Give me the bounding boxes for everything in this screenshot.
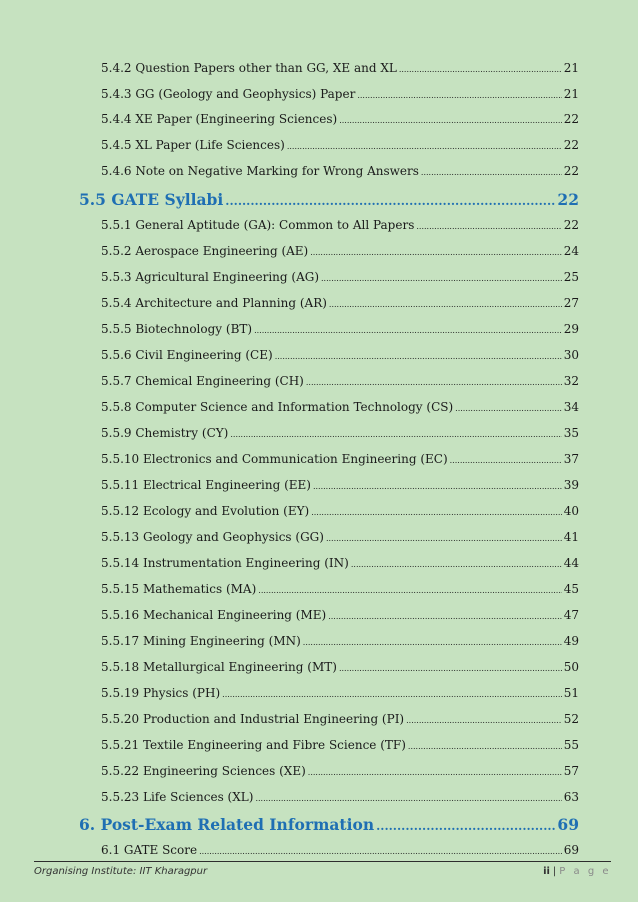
footer-separator: | (552, 866, 557, 877)
toc-entry[interactable] (101, 738, 579, 752)
dot-leader (275, 352, 562, 361)
toc-entry[interactable] (101, 686, 579, 700)
toc-entry-label: 5.5.18 Metallurgical Engineering (MT) (101, 660, 337, 674)
toc-entry-page: 22 (563, 218, 579, 232)
dot-leader (339, 664, 562, 673)
toc-entry-page: 47 (563, 608, 579, 622)
dot-leader (376, 819, 555, 833)
dot-leader (421, 168, 562, 177)
toc-entry-page: 41 (563, 530, 579, 544)
toc-entry-label: 5.5.12 Ecology and Evolution (EY) (101, 504, 310, 518)
toc-entry[interactable] (101, 348, 579, 362)
toc-entry-page: 22 (563, 164, 579, 178)
toc-entry[interactable] (101, 452, 579, 466)
toc-entry[interactable] (101, 504, 579, 518)
toc-entry-label: 5.5.13 Geology and Geophysics (GG) (101, 530, 324, 544)
toc-entry-label: 5.5.5 Biotechnology (BT) (101, 322, 253, 336)
toc-entry[interactable] (101, 426, 579, 440)
toc-entry-page: 24 (563, 244, 579, 258)
toc-entry-page: 21 (563, 61, 579, 75)
footer-page-word: P a g e (559, 866, 611, 877)
toc-entry-label: 5.5.19 Physics (PH) (101, 686, 221, 700)
toc-entry-label: 5.5.17 Mining Engineering (MN) (101, 634, 301, 648)
toc-entry[interactable] (101, 374, 579, 388)
dot-leader (326, 534, 562, 543)
toc-entry-page: 21 (563, 87, 579, 101)
toc-entry-label: 5.4.6 Note on Negative Marking for Wrong Answers (101, 164, 419, 178)
toc-entry-page: 29 (563, 322, 579, 336)
footer-page-indicator (543, 866, 611, 877)
toc-entry[interactable] (101, 218, 579, 232)
dot-leader (225, 194, 555, 208)
toc-entry[interactable] (101, 244, 579, 258)
toc-entry-label: 5.5.3 Agricultural Engineering (AG) (101, 270, 320, 284)
dot-leader (416, 222, 561, 231)
dot-leader (308, 768, 562, 777)
toc-section-label: 5.5 GATE Syllabi (79, 190, 224, 209)
toc-entry[interactable] (101, 634, 579, 648)
dot-leader (306, 378, 562, 387)
toc-entry-page: 51 (563, 686, 579, 700)
toc-entry-page: 52 (563, 712, 579, 726)
dot-leader (408, 742, 562, 751)
toc-entry-page: 39 (563, 478, 579, 492)
toc-entry-label: 6.1 GATE Score (101, 843, 198, 857)
footer-institute: Organising Institute: IIT Kharagpur (34, 866, 208, 877)
toc-entry-label: 5.5.16 Mechanical Engineering (ME) (101, 608, 327, 622)
toc-entry-page: 50 (563, 660, 579, 674)
toc-entry[interactable] (101, 87, 579, 101)
toc-entry[interactable] (101, 530, 579, 544)
toc-entry-page: 57 (563, 764, 579, 778)
toc-entry[interactable] (101, 843, 579, 857)
toc-entry-label: 5.5.21 Textile Engineering and Fibre Science (TF) (101, 738, 406, 752)
toc-entry-page: 22 (563, 112, 579, 126)
dot-leader (310, 248, 561, 257)
toc-entry-page: 32 (563, 374, 579, 388)
toc-section-page: 22 (557, 190, 579, 209)
toc-entry[interactable] (101, 322, 579, 336)
toc-entry-label: 5.5.20 Production and Industrial Engineering (PI) (101, 712, 405, 726)
dot-leader (339, 116, 562, 125)
toc-entry[interactable] (101, 582, 579, 596)
dot-leader (255, 794, 561, 803)
toc-entry-page: 44 (563, 556, 579, 570)
footer-page-number: ii (543, 866, 550, 877)
dot-leader (313, 482, 562, 491)
toc-entry-page: 63 (563, 790, 579, 804)
dot-leader (287, 142, 562, 151)
toc-entry-page: 37 (563, 452, 579, 466)
toc-section-label: 6. Post-Exam Related Information (79, 815, 375, 834)
toc-entry[interactable] (101, 296, 579, 310)
toc-entry[interactable] (101, 712, 579, 726)
dot-leader (258, 586, 561, 595)
toc-entry[interactable] (101, 790, 579, 804)
toc-entry-page: 27 (563, 296, 579, 310)
toc-entry-page: 55 (563, 738, 579, 752)
toc-entry-label: 5.4.2 Question Papers other than GG, XE and XL (101, 61, 397, 75)
toc-entry-page: 25 (563, 270, 579, 284)
toc-entry-label: 5.5.9 Chemistry (CY) (101, 426, 229, 440)
toc-section-heading[interactable] (79, 190, 579, 209)
dot-leader (303, 638, 562, 647)
toc-entry[interactable] (101, 61, 579, 75)
toc-entry[interactable] (101, 112, 579, 126)
toc-entry-label: 5.5.1 General Aptitude (GA): Common to All Papers (101, 218, 415, 232)
toc-entry[interactable] (101, 660, 579, 674)
dot-leader (357, 91, 561, 100)
toc-entry-page: 30 (563, 348, 579, 362)
dot-leader (450, 456, 562, 465)
dot-leader (222, 690, 562, 699)
toc-entry-label: 5.5.2 Aerospace Engineering (AE) (101, 244, 309, 258)
toc-section-page: 69 (557, 815, 579, 834)
toc-entry[interactable] (101, 400, 579, 414)
toc-entry-label: 5.5.23 Life Sciences (XL) (101, 790, 254, 804)
dot-leader (230, 430, 561, 439)
toc-entry-label: 5.5.15 Mathematics (MA) (101, 582, 257, 596)
toc-entry-label: 5.4.4 XE Paper (Engineering Sciences) (101, 112, 338, 126)
dot-leader (406, 716, 562, 725)
toc-entry-page: 69 (563, 843, 579, 857)
toc-entry[interactable] (101, 270, 579, 284)
toc-entry-page: 35 (563, 426, 579, 440)
toc-entry-label: 5.5.4 Architecture and Planning (AR) (101, 296, 327, 310)
dot-leader (399, 65, 562, 74)
toc-entry-page: 45 (563, 582, 579, 596)
toc-entry-page: 22 (563, 138, 579, 152)
toc-entry[interactable] (101, 138, 579, 152)
dot-leader (254, 326, 562, 335)
page-footer (34, 861, 611, 877)
toc-entry-label: 5.5.14 Instrumentation Engineering (IN) (101, 556, 349, 570)
toc-entry[interactable] (101, 608, 579, 622)
dot-leader (328, 612, 562, 621)
toc-entry-label: 5.5.7 Chemical Engineering (CH) (101, 374, 304, 388)
toc-entry-label: 5.4.5 XL Paper (Life Sciences) (101, 138, 285, 152)
dot-leader (329, 300, 562, 309)
toc-entry[interactable] (101, 164, 579, 178)
toc-entry-label: 5.4.3 GG (Geology and Geophysics) Paper (101, 87, 356, 101)
toc-entry-page: 40 (563, 504, 579, 518)
toc-entry-page: 49 (563, 634, 579, 648)
toc-entry-label: 5.5.6 Civil Engineering (CE) (101, 348, 273, 362)
dot-leader (199, 847, 562, 856)
toc-entry-label: 5.5.11 Electrical Engineering (EE) (101, 478, 311, 492)
dot-leader (455, 404, 562, 413)
toc-entry[interactable] (101, 556, 579, 570)
toc-entry[interactable] (101, 764, 579, 778)
toc-entry-label: 5.5.10 Electronics and Communication Engineering (EC) (101, 452, 448, 466)
toc-entry-label: 5.5.22 Engineering Sciences (XE) (101, 764, 306, 778)
toc-entry-label: 5.5.8 Computer Science and Information Technology (CS) (101, 400, 454, 414)
dot-leader (311, 508, 562, 517)
dot-leader (351, 560, 562, 569)
toc-entry[interactable] (101, 478, 579, 492)
toc-section-heading[interactable] (79, 815, 579, 834)
dot-leader (321, 274, 562, 283)
toc-entry-page: 34 (563, 400, 579, 414)
